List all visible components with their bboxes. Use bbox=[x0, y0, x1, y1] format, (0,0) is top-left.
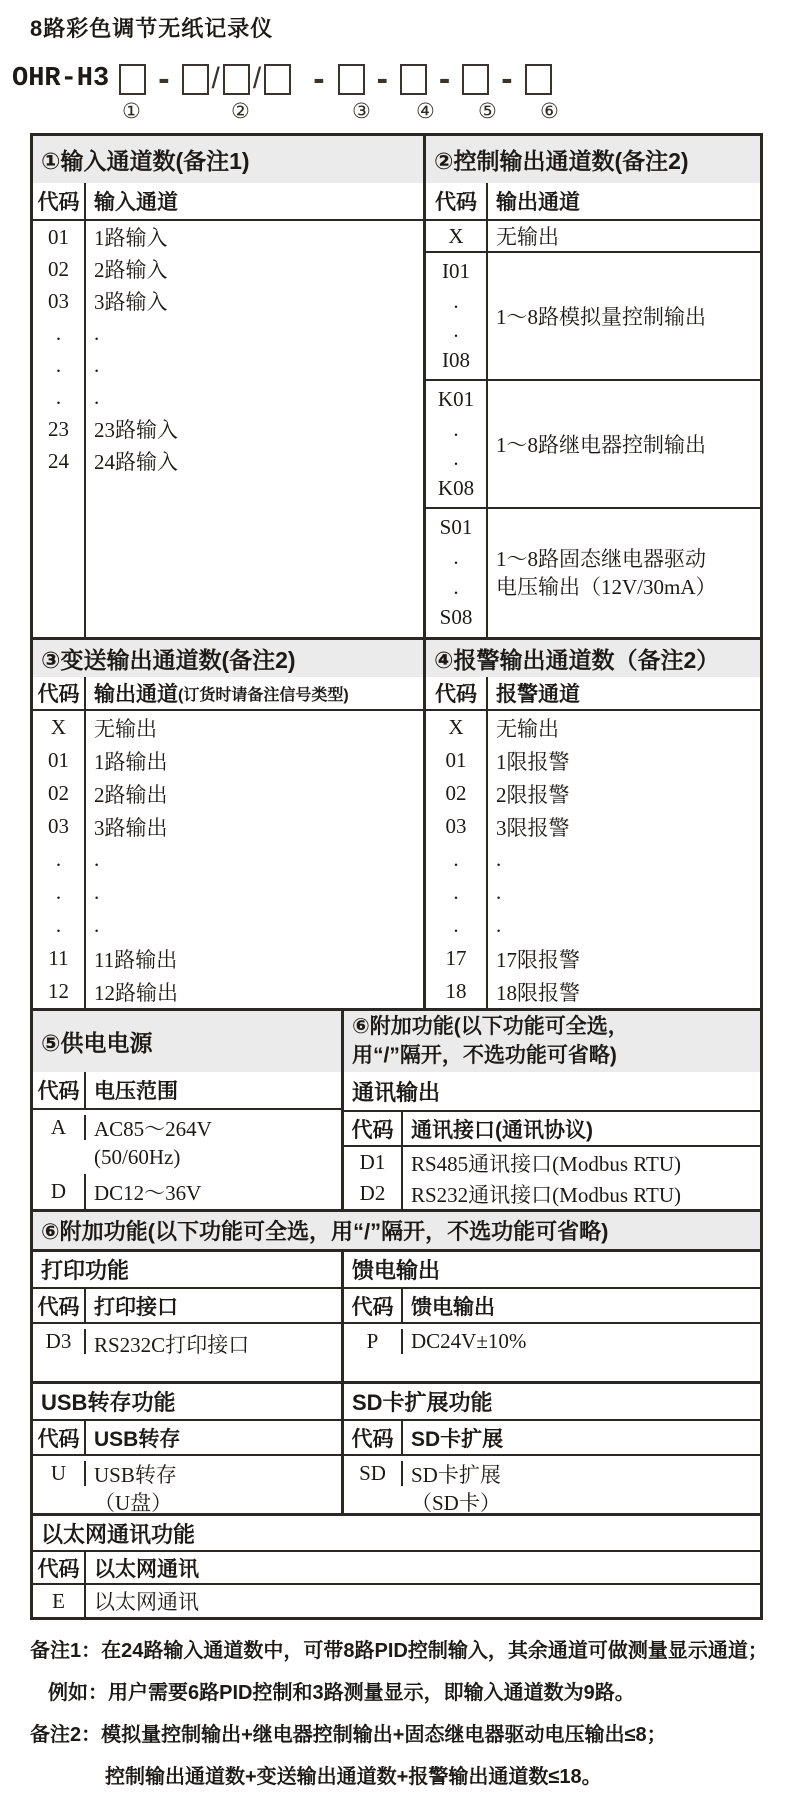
usb-band: USB转存功能 bbox=[33, 1384, 341, 1421]
usb-sd-block bbox=[33, 1381, 760, 1516]
code-cell: 23 bbox=[33, 413, 86, 445]
note-1-example bbox=[30, 1676, 790, 1705]
table-row bbox=[33, 975, 423, 1008]
desc-cell: 无输出 bbox=[94, 716, 157, 741]
model-box-3 bbox=[223, 64, 250, 95]
desc-line: （SD卡） bbox=[411, 1491, 501, 1516]
table-row bbox=[426, 711, 760, 744]
model-prefix: OHR-H3 bbox=[12, 64, 110, 94]
desc-cell: . bbox=[94, 384, 100, 409]
section-5-6-body bbox=[33, 1072, 760, 1209]
code-cell: D1 bbox=[344, 1147, 403, 1178]
code-cell: 12 bbox=[33, 975, 86, 1008]
code-column-header: 代码 bbox=[33, 1072, 86, 1108]
dot-line: . bbox=[453, 545, 459, 570]
desc-line: SD卡扩展 bbox=[411, 1463, 501, 1487]
desc-column-header: USB转存 bbox=[94, 1427, 181, 1451]
column-header-row bbox=[426, 677, 760, 711]
dot-line: . bbox=[453, 575, 459, 600]
desc-cell: 11路输出 bbox=[94, 947, 178, 972]
dash-separator: - bbox=[376, 60, 388, 98]
code-line: S08 bbox=[439, 605, 473, 630]
desc-cell: . bbox=[94, 880, 100, 904]
code-line: K08 bbox=[437, 475, 475, 500]
desc-cell bbox=[86, 1461, 341, 1518]
code-cell: SD bbox=[344, 1461, 403, 1486]
table-row-block bbox=[426, 381, 760, 509]
code-cell: E bbox=[33, 1585, 86, 1617]
footnotes bbox=[30, 1634, 790, 1789]
desc-cell: 1～8路模拟量控制输出 bbox=[496, 305, 706, 329]
code-cell: A bbox=[33, 1115, 86, 1140]
desc-cell: . bbox=[496, 913, 502, 937]
desc-line: AC85～264V bbox=[94, 1117, 212, 1141]
dash-separator: - bbox=[501, 60, 513, 98]
code-cell-empty bbox=[33, 477, 86, 637]
ordering-table bbox=[30, 133, 763, 1620]
table-row bbox=[33, 1110, 341, 1174]
dot-line: . bbox=[453, 288, 459, 313]
code-column-header: 代码 bbox=[344, 1421, 403, 1454]
print-function bbox=[33, 1252, 344, 1381]
print-band: 打印功能 bbox=[33, 1252, 341, 1289]
feed-output bbox=[344, 1252, 760, 1381]
desc-column-header: 通讯接口(通讯协议) bbox=[411, 1118, 593, 1142]
code-cell: . bbox=[33, 317, 86, 349]
dash-separator: - bbox=[438, 60, 451, 98]
desc-column-header: 报警通道 bbox=[496, 683, 580, 706]
table-row bbox=[33, 221, 423, 253]
code-column-header: 代码 bbox=[33, 1421, 86, 1454]
desc-cell: 1路输出 bbox=[94, 749, 168, 774]
note-2 bbox=[30, 1718, 790, 1747]
code-column-header: 代码 bbox=[33, 183, 86, 219]
code-cell bbox=[426, 509, 488, 637]
code-line: I01 bbox=[442, 259, 470, 284]
table-row bbox=[426, 876, 760, 909]
section-1-header: ①输入通道数(备注1) bbox=[33, 136, 426, 183]
table-row bbox=[344, 1147, 760, 1178]
table-row bbox=[426, 909, 760, 942]
table-row-block bbox=[426, 509, 760, 637]
desc-line: （U盘） bbox=[94, 1491, 173, 1516]
section-2-control-outputs bbox=[426, 183, 760, 637]
code-cell: . bbox=[426, 909, 488, 942]
desc-cell: . bbox=[496, 880, 502, 904]
dot-line: . bbox=[453, 318, 459, 343]
desc-cell: DC12～36V bbox=[94, 1180, 202, 1205]
model-box-1 bbox=[119, 64, 146, 95]
desc-cell: . bbox=[94, 352, 100, 377]
note-2-label: 备注2： bbox=[30, 1724, 102, 1746]
slash-separator: / bbox=[211, 62, 220, 95]
table-row bbox=[33, 876, 423, 909]
code-line: S01 bbox=[439, 515, 473, 540]
table-row bbox=[33, 1174, 341, 1209]
sd-function bbox=[344, 1384, 760, 1516]
desc-column-header-note: (订货时请备注信号类型) bbox=[178, 686, 349, 704]
desc-column-header: 以太网通讯 bbox=[94, 1557, 199, 1581]
position-label-2: ② bbox=[231, 100, 250, 123]
code-cell: 01 bbox=[33, 744, 86, 777]
code-cell: 02 bbox=[33, 253, 86, 285]
section-4-alarm-outputs bbox=[426, 677, 760, 1008]
code-cell: U bbox=[33, 1461, 86, 1486]
model-box-7 bbox=[462, 64, 489, 95]
desc-cell bbox=[86, 1115, 341, 1172]
desc-cell: 12路输出 bbox=[94, 980, 178, 1005]
code-column-header: 代码 bbox=[426, 677, 488, 709]
model-box-6 bbox=[400, 64, 427, 95]
column-header-row bbox=[33, 677, 423, 711]
column-header-row bbox=[33, 1072, 341, 1110]
table-row bbox=[344, 1456, 760, 1516]
desc-cell: . bbox=[94, 320, 100, 345]
usb-function bbox=[33, 1384, 344, 1516]
code-cell: 02 bbox=[33, 777, 86, 810]
filler-row bbox=[33, 477, 423, 637]
code-cell bbox=[426, 253, 488, 379]
section-6-full-header: ⑥附加功能(以下功能可全选，用“/”隔开，不选功能可省略) bbox=[33, 1209, 760, 1252]
model-box-8 bbox=[525, 64, 552, 95]
desc-column-header-main: 输出通道 bbox=[94, 683, 178, 706]
table-row bbox=[344, 1324, 760, 1381]
note-1 bbox=[30, 1634, 790, 1663]
desc-cell: 以太网通讯 bbox=[94, 1590, 199, 1614]
code-column-header: 代码 bbox=[33, 677, 86, 709]
section-2-header: ②控制输出通道数(备注2) bbox=[426, 136, 760, 183]
section-3-transmit-outputs bbox=[33, 677, 426, 1008]
print-feed-block bbox=[33, 1252, 760, 1381]
section-3-4-body bbox=[33, 677, 760, 1008]
section-1-2-body bbox=[33, 183, 760, 637]
column-header-row bbox=[344, 1289, 760, 1324]
table-row bbox=[426, 221, 760, 253]
section-1-input-channels bbox=[33, 183, 426, 637]
desc-column-header: SD卡扩展 bbox=[411, 1427, 504, 1451]
code-cell: . bbox=[426, 843, 488, 876]
table-row bbox=[33, 744, 423, 777]
table-row bbox=[33, 285, 423, 317]
desc-cell bbox=[403, 1461, 760, 1518]
code-cell: 01 bbox=[33, 221, 86, 253]
code-line: K01 bbox=[437, 387, 475, 412]
model-box-2 bbox=[182, 64, 209, 95]
desc-column-header: 馈电输出 bbox=[411, 1295, 495, 1319]
column-header-row bbox=[33, 1421, 341, 1456]
desc-cell: . bbox=[496, 847, 502, 871]
section-6-header-line2: 用“/”隔开，不选功能可省略) bbox=[352, 1043, 617, 1067]
column-header-row bbox=[344, 1112, 760, 1147]
table-row bbox=[33, 1324, 341, 1381]
desc-line: (50/60Hz) bbox=[94, 1145, 181, 1170]
code-cell: . bbox=[33, 349, 86, 381]
code-column-header: 代码 bbox=[33, 1289, 86, 1322]
table-row bbox=[426, 843, 760, 876]
section-6-header-line1: ⑥附加功能(以下功能可全选， bbox=[352, 1015, 629, 1039]
code-cell: . bbox=[33, 876, 86, 909]
code-cell: D2 bbox=[344, 1178, 403, 1209]
table-row bbox=[33, 942, 423, 975]
code-column-header: 代码 bbox=[344, 1112, 403, 1145]
code-cell: X bbox=[426, 221, 488, 251]
code-column-header: 代码 bbox=[344, 1289, 403, 1322]
code-cell: . bbox=[33, 843, 86, 876]
table-row bbox=[33, 253, 423, 285]
model-position-labels bbox=[0, 99, 790, 125]
table-row bbox=[426, 942, 760, 975]
section-5-header: ⑤供电电源 bbox=[33, 1011, 344, 1072]
desc-line: 1～8路固态继电器驱动 bbox=[496, 546, 706, 571]
desc-cell: 1～8路继电器控制输出 bbox=[496, 433, 706, 457]
code-cell: 17 bbox=[426, 942, 488, 975]
desc-column-header: 电压范围 bbox=[94, 1080, 178, 1103]
code-cell: 03 bbox=[426, 810, 488, 843]
desc-cell: DC24V±10% bbox=[411, 1329, 527, 1353]
table-row bbox=[33, 909, 423, 942]
desc-line: 电压输出（12V/30mA） bbox=[496, 575, 717, 599]
section-6-header bbox=[344, 1011, 760, 1072]
table-row bbox=[33, 843, 423, 876]
table-row bbox=[33, 445, 423, 477]
ethernet-block bbox=[33, 1513, 760, 1617]
table-row bbox=[33, 1456, 341, 1516]
desc-cell: . bbox=[94, 913, 100, 937]
sd-band: SD卡扩展功能 bbox=[344, 1384, 760, 1421]
code-cell: 01 bbox=[426, 744, 488, 777]
desc-column-header: 打印接口 bbox=[94, 1295, 178, 1319]
column-header-row bbox=[33, 1552, 760, 1585]
table-row bbox=[33, 381, 423, 413]
code-cell: X bbox=[33, 711, 86, 744]
desc-cell: RS485通讯接口(Modbus RTU) bbox=[411, 1151, 682, 1176]
desc-cell bbox=[488, 509, 760, 637]
section-3-header: ③变送输出通道数(备注2) bbox=[33, 640, 426, 677]
desc-cell: 23路输入 bbox=[94, 418, 178, 442]
desc-line: USB转存 bbox=[94, 1463, 177, 1487]
note-2-continued bbox=[30, 1760, 790, 1789]
table-row bbox=[426, 744, 760, 777]
code-cell: 11 bbox=[33, 942, 86, 975]
desc-column-header: 输入通道 bbox=[94, 191, 178, 214]
note-1-text: 在24路输入通道数中，可带8路PID控制输入，其余通道可做测量显示通道； bbox=[101, 1640, 768, 1662]
desc-cell: RS232C打印接口 bbox=[94, 1333, 250, 1357]
code-cell bbox=[426, 381, 488, 507]
note-1-label: 备注1： bbox=[30, 1640, 102, 1662]
column-header-row bbox=[426, 183, 760, 221]
section-3-4-header-row bbox=[33, 637, 760, 677]
table-row bbox=[33, 317, 423, 349]
desc-cell: 24路输入 bbox=[94, 450, 178, 474]
table-row bbox=[33, 1585, 760, 1617]
code-cell: 02 bbox=[426, 777, 488, 810]
note-1-example-text: 例如：用户需要6路PID控制和3路测量显示，即输入通道数为9路。 bbox=[48, 1682, 635, 1704]
code-cell: 18 bbox=[426, 975, 488, 1008]
code-cell: P bbox=[344, 1329, 403, 1354]
desc-cell: 3限报警 bbox=[496, 815, 570, 840]
table-row bbox=[33, 413, 423, 445]
desc-cell: 2路输入 bbox=[94, 258, 168, 282]
section-5-power-supply bbox=[33, 1072, 344, 1209]
code-column-header: 代码 bbox=[33, 1552, 86, 1583]
column-header-row bbox=[344, 1421, 760, 1456]
column-header-row bbox=[33, 1289, 341, 1324]
desc-cell: 18限报警 bbox=[496, 980, 580, 1005]
desc-cell: 2路输出 bbox=[94, 782, 168, 807]
code-cell: D bbox=[33, 1174, 86, 1209]
desc-cell: 1路输入 bbox=[94, 226, 168, 250]
table-row bbox=[33, 810, 423, 843]
table-row bbox=[33, 777, 423, 810]
comm-output-band: 通讯输出 bbox=[344, 1072, 760, 1112]
note-2-text: 模拟量控制输出+继电器控制输出+固态继电器驱动电压输出≤8； bbox=[101, 1724, 667, 1746]
table-row bbox=[426, 810, 760, 843]
slash-separator: / bbox=[252, 62, 262, 95]
code-cell: . bbox=[426, 876, 488, 909]
desc-cell-empty bbox=[86, 477, 423, 637]
desc-column-header: 输出通道 bbox=[496, 191, 580, 214]
code-cell: 24 bbox=[33, 445, 86, 477]
code-cell: 03 bbox=[33, 810, 86, 843]
note-2-continued-text: 控制输出通道数+变送输出通道数+报警输出通道数≤18。 bbox=[105, 1766, 602, 1788]
table-row bbox=[33, 711, 423, 744]
code-cell: . bbox=[33, 381, 86, 413]
code-cell: . bbox=[33, 909, 86, 942]
table-row bbox=[344, 1178, 760, 1209]
section-6-comm-output bbox=[344, 1072, 760, 1209]
dash-separator: - bbox=[158, 60, 170, 98]
column-header-row bbox=[33, 183, 423, 221]
section-1-2-header-row bbox=[33, 136, 760, 183]
section-4-header: ④报警输出通道数（备注2） bbox=[426, 640, 760, 677]
table-row bbox=[426, 975, 760, 1008]
desc-cell: 3路输出 bbox=[94, 815, 168, 840]
model-code-line bbox=[12, 59, 790, 99]
dot-line: . bbox=[453, 416, 459, 441]
model-box-4 bbox=[264, 64, 291, 95]
code-cell: D3 bbox=[33, 1329, 86, 1354]
table-row-block bbox=[426, 253, 760, 381]
position-label-5: ⑤ bbox=[478, 100, 497, 123]
desc-cell: . bbox=[94, 847, 100, 871]
desc-cell: 3路输入 bbox=[94, 290, 168, 314]
desc-cell: RS232通讯接口(Modbus RTU) bbox=[411, 1182, 682, 1207]
dash-separator: - bbox=[313, 60, 325, 98]
position-label-3: ③ bbox=[352, 100, 371, 123]
position-label-4: ④ bbox=[416, 100, 435, 123]
table-row bbox=[426, 777, 760, 810]
dot-line: . bbox=[453, 446, 459, 471]
code-line: I08 bbox=[442, 347, 470, 372]
desc-column-header bbox=[86, 677, 423, 709]
section-5-6-header-row bbox=[33, 1008, 760, 1072]
code-column-header: 代码 bbox=[426, 183, 488, 219]
table-row bbox=[33, 349, 423, 381]
code-cell: 03 bbox=[33, 285, 86, 317]
desc-cell: 17限报警 bbox=[496, 947, 580, 972]
code-cell: X bbox=[426, 711, 488, 744]
desc-cell: 无输出 bbox=[496, 716, 559, 741]
desc-cell: 2限报警 bbox=[496, 782, 570, 807]
page-title: 8路彩色调节无纸记录仪 bbox=[30, 16, 274, 41]
position-label-6: ⑥ bbox=[540, 100, 559, 123]
position-label-1: ① bbox=[122, 100, 141, 123]
model-box-5 bbox=[338, 64, 365, 95]
feed-band: 馈电输出 bbox=[344, 1252, 760, 1289]
ethernet-band: 以太网通讯功能 bbox=[33, 1516, 760, 1552]
desc-cell: 无输出 bbox=[496, 225, 559, 249]
desc-cell: 1限报警 bbox=[496, 749, 570, 774]
